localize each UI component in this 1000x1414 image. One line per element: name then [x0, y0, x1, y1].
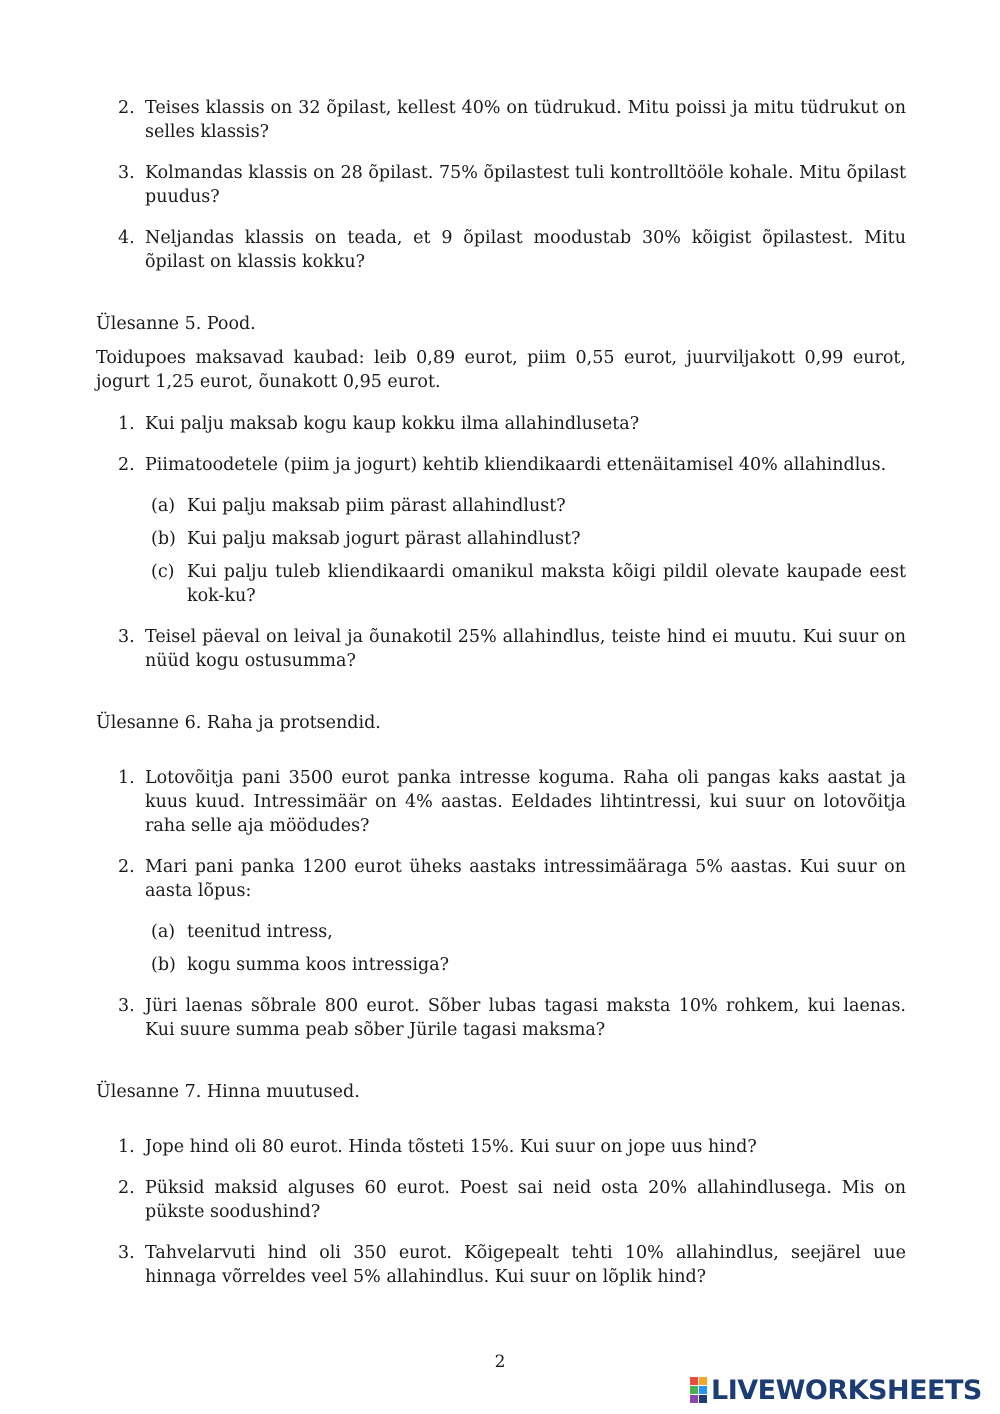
item-text: Mari pani panka 1200 eurot üheks aastaks intressimääraga 5% aastas. Kui suur on aasta lõpus:: [145, 857, 906, 901]
list-item: [96, 161, 906, 209]
item-number: 1.: [118, 768, 135, 788]
sub-item: [145, 920, 906, 944]
item-number: 2.: [118, 857, 135, 877]
sub-item: [145, 953, 906, 977]
sub-item: [145, 527, 906, 551]
logo-text: LIVEWORKSHEETS: [711, 1374, 982, 1406]
logo-square: [690, 1377, 698, 1385]
item-text: Kui palju maksab kogu kaup kokku ilma allahindluseta?: [145, 414, 640, 434]
item-text: Püksid maksid alguses 60 eurot. Poest sai neid osta 20% allahindlusega. Mis on pükste soodushind?: [145, 1178, 906, 1222]
task5-heading: Ülesanne 5. Pood.: [96, 314, 256, 334]
item-text: Jope hind oli 80 eurot. Hinda tõsteti 15%. Kui suur on jope uus hind?: [145, 1137, 757, 1157]
item-number: 4.: [118, 228, 135, 248]
list-item: [96, 855, 906, 977]
list-item: [96, 1135, 906, 1159]
sub-item: [145, 494, 906, 518]
task7-list: [96, 1135, 906, 1289]
logo-icon: [690, 1377, 707, 1403]
item-number: 3.: [118, 1243, 135, 1263]
sub-label: (b): [151, 955, 176, 975]
task5-intro: Toidupoes maksavad kaubad: leib 0,89 eurot, piim 0,55 eurot, juurviljakott 0,99 eurot, jogurt 1,25 eurot, õunakott 0,95 eurot.: [96, 348, 906, 392]
list-item: [96, 1176, 906, 1224]
sub-list: [145, 920, 906, 977]
item-text: Lotovõitja pani 3500 eurot panka intresse koguma. Raha oli pangas kaks aastat ja kuus kuud. Intressimäär on 4% aastas. Eeldades lihtintressi, kui suur on lotovõitja raha selle aja möödudes?: [145, 768, 906, 836]
task5-list: [96, 412, 906, 673]
logo-square: [699, 1395, 707, 1403]
item-number: 2.: [118, 1178, 135, 1198]
list-item: [96, 766, 906, 838]
logo-square: [699, 1377, 707, 1385]
sub-text: Kui palju maksab piim pärast allahindlust?: [187, 496, 566, 516]
sub-text: Kui palju maksab jogurt pärast allahindlust?: [187, 529, 581, 549]
item-text: Kolmandas klassis on 28 õpilast. 75% õpilastest tuli kontrolltööle kohale. Mitu õpilast puudus?: [145, 163, 906, 207]
item-number: 3.: [118, 627, 135, 647]
list-item: [96, 625, 906, 673]
task6-heading: Ülesanne 6. Raha ja protsendid.: [96, 713, 381, 733]
page-number: 2: [494, 1352, 506, 1372]
sub-label: (a): [151, 496, 176, 516]
logo-square: [699, 1386, 707, 1394]
sub-text: kogu summa koos intressiga?: [187, 955, 450, 975]
list-item: [96, 412, 906, 436]
sub-item: [145, 560, 906, 608]
sub-label: (a): [151, 922, 176, 942]
sub-label: (c): [151, 562, 175, 582]
sub-list: [145, 494, 906, 608]
item-number: 1.: [118, 414, 135, 434]
item-text: Teises klassis on 32 õpilast, kellest 40% on tüdrukud. Mitu poissi ja mitu tüdrukut on selles klassis?: [145, 98, 906, 142]
list-item: [96, 1241, 906, 1289]
sub-label: (b): [151, 529, 176, 549]
logo-square: [690, 1386, 698, 1394]
list-item: [96, 453, 906, 608]
item-number: 3.: [118, 163, 135, 183]
list-item: [96, 994, 906, 1042]
task6-list: [96, 766, 906, 1042]
liveworksheets-logo[interactable]: [690, 1375, 982, 1405]
item-text: Neljandas klassis on teada, et 9 õpilast moodustab 30% kõigist õpilastest. Mitu õpilast on klassis kokku?: [145, 228, 906, 272]
sub-text: Kui palju tuleb kliendikaardi omanikul maksta kõigi pildil olevate kaupade eest kok-ku?: [187, 562, 906, 606]
item-text: Tahvelarvuti hind oli 350 eurot. Kõigepealt tehti 10% allahindlus, seejärel uue hinnaga võrreldes veel 5% allahindlus. Kui suur on lõplik hind?: [145, 1243, 906, 1287]
sub-text: teenitud intress,: [187, 922, 333, 942]
list-item: [96, 96, 906, 144]
task7-heading: Ülesanne 7. Hinna muutused.: [96, 1082, 360, 1102]
list-item: [96, 226, 906, 274]
item-text: Piimatoodetele (piim ja jogurt) kehtib kliendikaardi ettenäitamisel 40% allahindlus.: [145, 455, 887, 475]
item-number: 3.: [118, 996, 135, 1016]
item-number: 2.: [118, 455, 135, 475]
item-text: Jüri laenas sõbrale 800 eurot. Sõber lubas tagasi maksta 10% rohkem, kui laenas. Kui suure summa peab sõber Jürile tagasi maksma?: [145, 996, 906, 1040]
logo-square: [690, 1395, 698, 1403]
task4-list: [96, 96, 906, 274]
item-text: Teisel päeval on leival ja õunakotil 25% allahindlus, teiste hind ei muutu. Kui suur on nüüd kogu ostusumma?: [145, 627, 906, 671]
item-number: 2.: [118, 98, 135, 118]
worksheet-page: [96, 96, 906, 1289]
item-number: 1.: [118, 1137, 135, 1157]
